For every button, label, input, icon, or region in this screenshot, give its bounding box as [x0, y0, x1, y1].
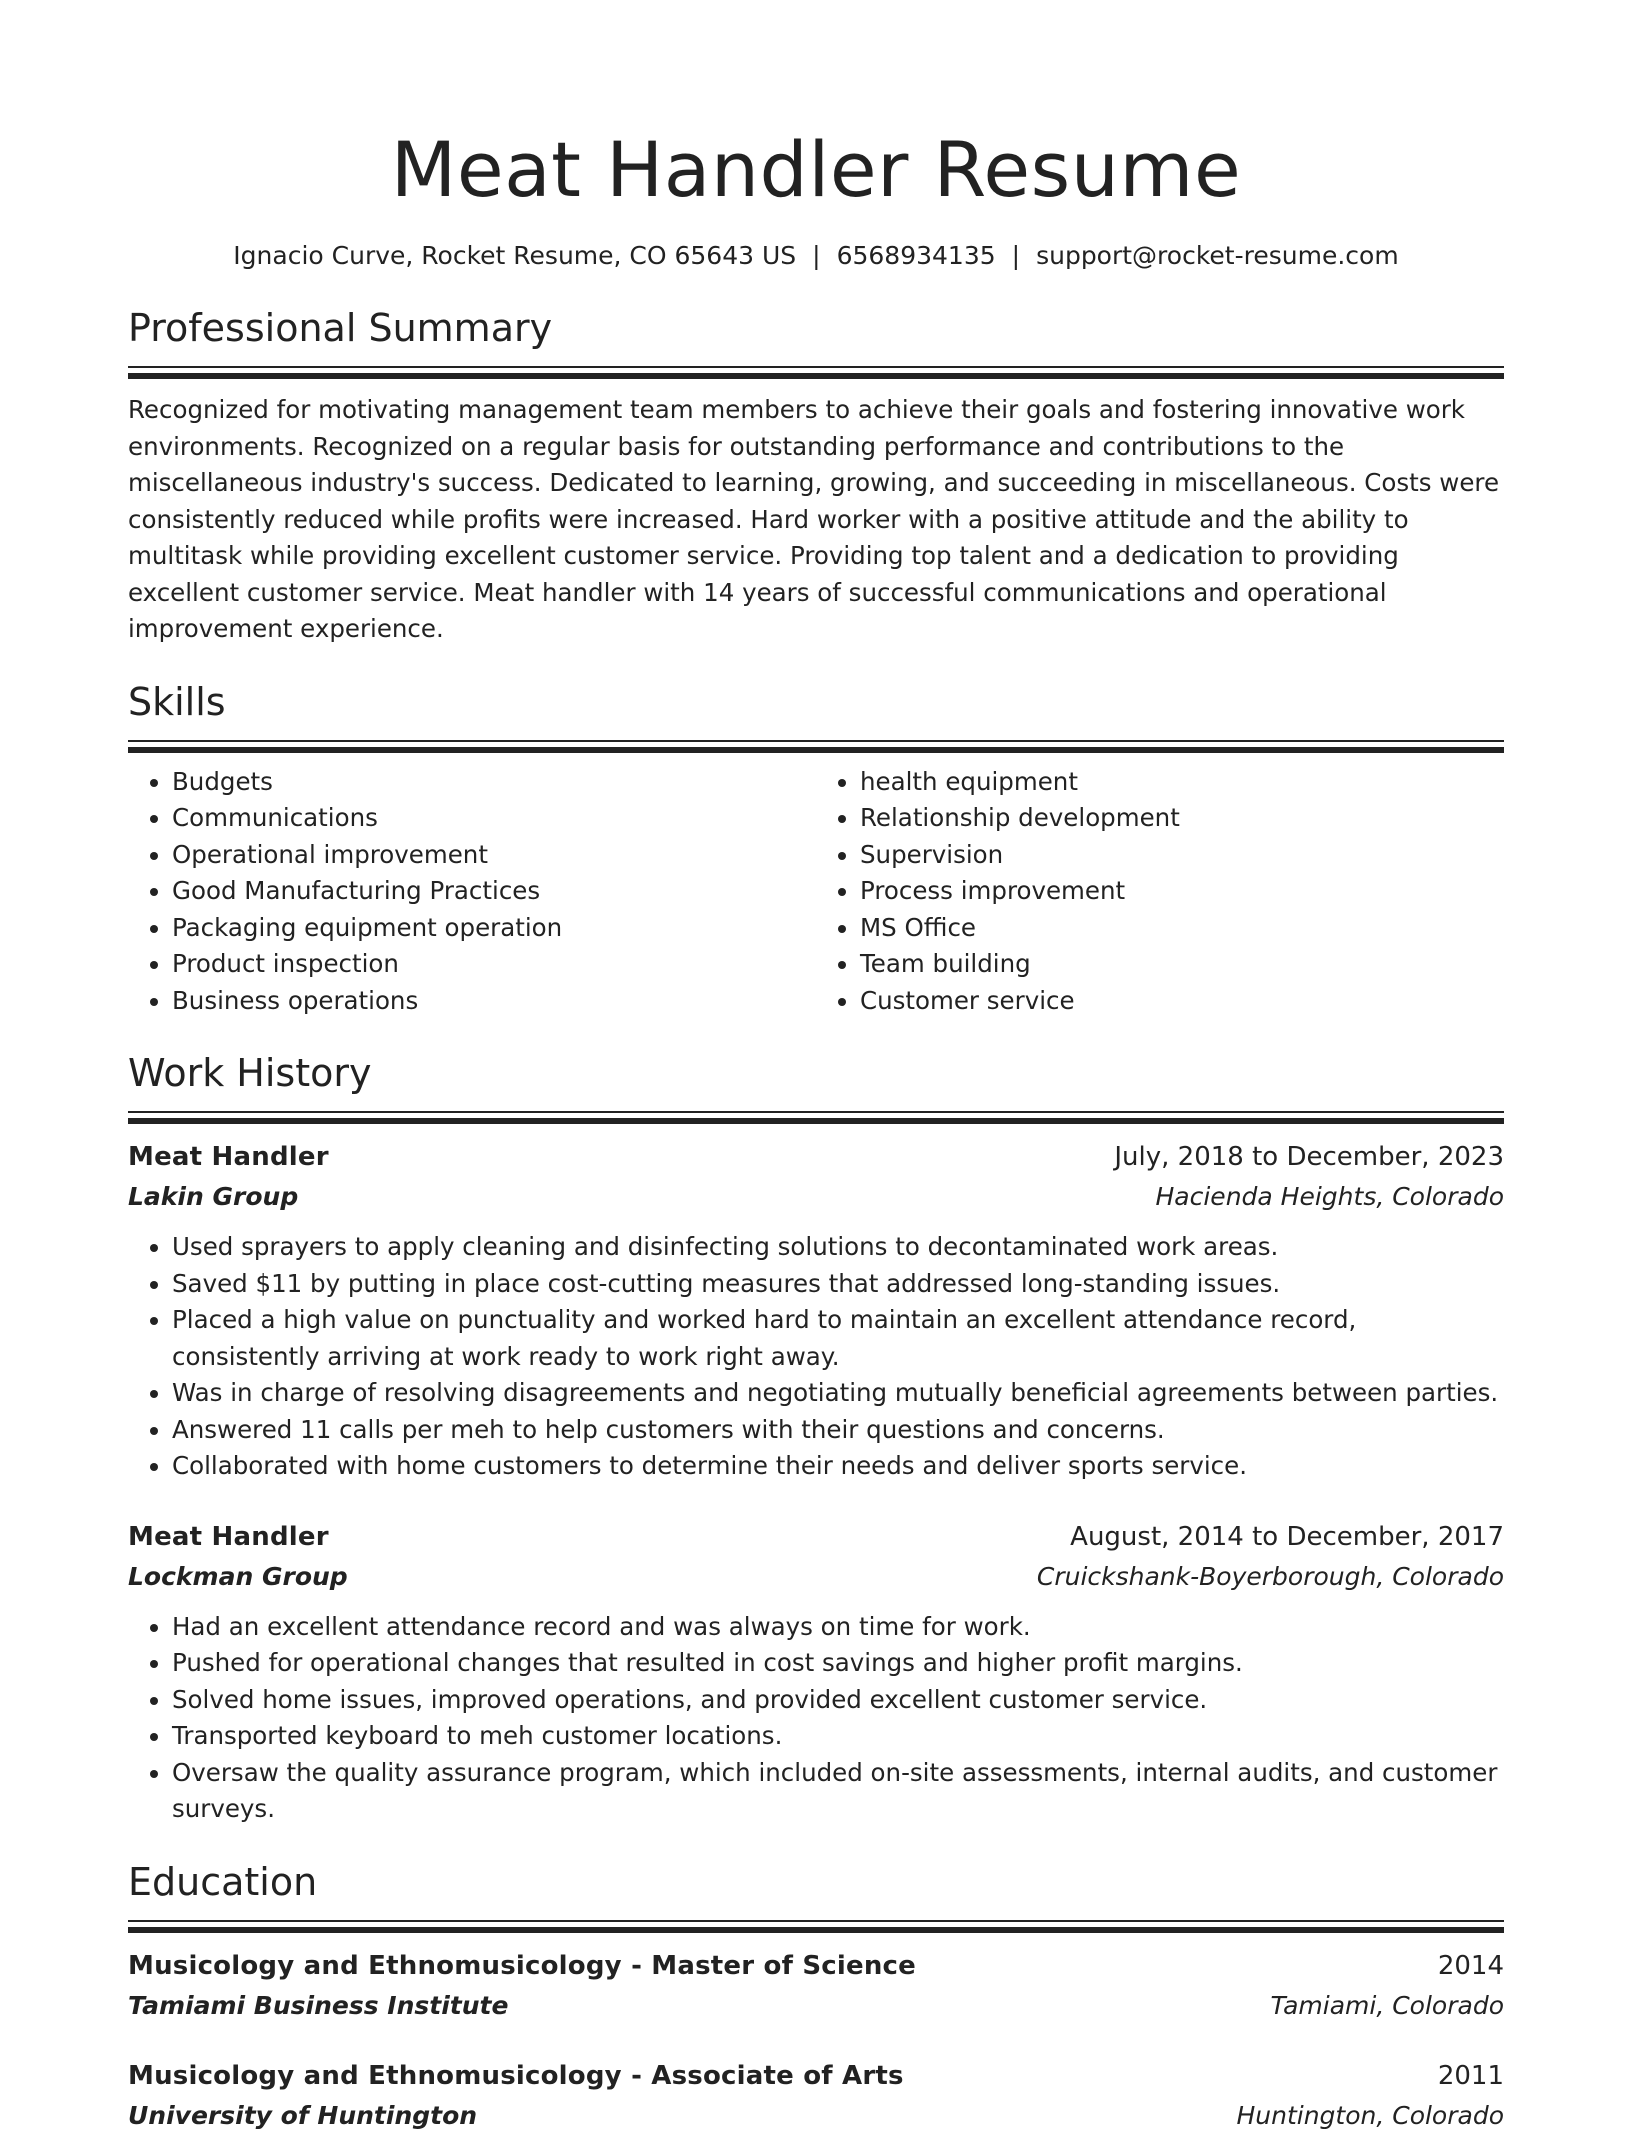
job-entry — [128, 1137, 1504, 1485]
job-header-row — [128, 1517, 1504, 1557]
section-divider — [128, 740, 1504, 754]
summary-heading: Professional Summary — [128, 306, 553, 350]
contact-address: Ignacio Curve, Rocket Resume, CO 65643 US — [233, 241, 797, 270]
contact-phone: 6568934135 — [836, 241, 996, 270]
skills-section — [128, 676, 1504, 1020]
skills-column-left — [128, 764, 816, 1020]
education-year: 2011 — [1437, 2060, 1504, 2091]
education-heading: Education — [128, 1859, 318, 1904]
education-location: Tamiami, Colorado — [1270, 1990, 1504, 2020]
education-school: Tamiami Business Institute — [128, 1990, 509, 2020]
resume-title: Meat Handler Resume — [390, 125, 1242, 214]
job-dates: July, 2018 to December, 2023 — [1114, 1142, 1504, 1172]
work-history-heading: Work History — [128, 1051, 372, 1095]
skill-item: • Customer service — [860, 983, 1504, 1020]
job-title: Meat Handler — [128, 1521, 329, 1552]
job-bullets — [128, 1229, 1504, 1485]
skill-item: • Supervision — [860, 837, 1504, 874]
job-company: Lakin Group — [128, 1182, 299, 1211]
skill-item: • Product inspection — [172, 946, 816, 983]
skill-item: • MS Office — [860, 910, 1504, 947]
job-bullet: • Pushed for operational changes that resulted in cost savings and higher profit margins. — [172, 1645, 1504, 1682]
skill-item: • Business operations — [172, 983, 816, 1020]
education-header-row — [128, 1946, 1504, 1986]
skill-item: • Process improvement — [860, 873, 1504, 910]
skill-item: • Relationship development — [860, 800, 1504, 837]
skill-item: • Budgets — [172, 764, 816, 801]
skills-heading: Skills — [128, 679, 226, 724]
job-bullet: • Had an excellent attendance record and was always on time for work. — [172, 1609, 1504, 1646]
education-year: 2014 — [1437, 1950, 1504, 1981]
skill-item: • Operational improvement — [172, 837, 816, 874]
job-title: Meat Handler — [128, 1142, 329, 1172]
skills-grid — [128, 764, 1504, 1020]
job-bullet: • Solved home issues, improved operations, and provided excellent customer service. — [172, 1682, 1504, 1719]
job-location: Hacienda Heights, Colorado — [1155, 1182, 1504, 1211]
education-degree: Musicology and Ethnomusicology - Master of Science — [128, 1950, 917, 1981]
skills-column-right — [816, 764, 1504, 1020]
work-history-section — [128, 1047, 1504, 1828]
summary-section — [128, 302, 1504, 648]
job-bullet: • Oversaw the quality assurance program, which included on-site assessments, internal audits, and customer surveys. — [172, 1755, 1504, 1828]
section-divider — [128, 366, 1504, 380]
education-location: Huntington, Colorado — [1236, 2100, 1504, 2130]
job-company: Lockman Group — [128, 1561, 348, 1591]
skill-item: • Packaging equipment operation — [172, 910, 816, 947]
education-entry — [128, 1946, 1504, 2026]
job-company-row — [128, 1557, 1504, 1597]
job-bullet: • Placed a high value on punctuality and worked hard to maintain an excellent attendance record, consistently arriving at work ready to work right away. — [172, 1302, 1504, 1375]
job-bullets — [128, 1609, 1504, 1828]
education-school-row — [128, 2096, 1504, 2136]
job-location: Cruickshank-Boyerborough, Colorado — [1036, 1561, 1504, 1591]
job-bullet: • Was in charge of resolving disagreements and negotiating mutually beneficial agreements between parties. — [172, 1375, 1504, 1412]
education-section — [128, 1856, 1504, 2136]
contact-email: support@rocket-resume.com — [1036, 241, 1399, 270]
skill-item: • health equipment — [860, 764, 1504, 801]
job-dates: August, 2014 to December, 2017 — [1070, 1521, 1504, 1552]
contact-separator: | — [1011, 241, 1021, 270]
skill-item: • Team building — [860, 946, 1504, 983]
section-divider — [128, 1920, 1504, 1934]
job-bullet: • Saved $11 by putting in place cost-cutting measures that addressed long-standing issues. — [172, 1266, 1504, 1303]
job-bullet: • Used sprayers to apply cleaning and disinfecting solutions to decontaminated work areas. — [172, 1229, 1504, 1266]
summary-text: Recognized for motivating management team members to achieve their goals and fostering innovative work environments. Recognized on a regular basis for outstanding performance and contributions to the miscellaneous industry's success. Dedicated to learning, growing, and succeeding in miscellaneous. Costs were consistently reduced while profits were increased. Hard worker with a positive attitude and the ability to multitask while providing excellent customer service. Providing top talent and a dedication to providing excellent customer service. Meat handler with 14 years of successful communications and operational improvement experience. — [128, 395, 1500, 643]
contact-separator: | — [812, 241, 821, 270]
education-school: University of Huntington — [128, 2100, 478, 2130]
job-bullet: • Collaborated with home customers to determine their needs and deliver sports service. — [172, 1448, 1504, 1485]
education-entry — [128, 2056, 1504, 2136]
job-entry — [128, 1517, 1504, 1828]
skill-item: • Good Manufacturing Practices — [172, 873, 816, 910]
job-bullet: • Answered 11 calls per meh to help customers with their questions and concerns. — [172, 1412, 1504, 1449]
job-company-row — [128, 1177, 1504, 1217]
education-degree: Musicology and Ethnomusicology - Associate of Arts — [128, 2060, 904, 2091]
job-header-row — [128, 1137, 1504, 1177]
job-bullet: • Transported keyboard to meh customer locations. — [172, 1718, 1504, 1755]
section-divider — [128, 1111, 1504, 1125]
skill-item: • Communications — [172, 800, 816, 837]
education-school-row — [128, 1986, 1504, 2026]
contact-line — [128, 238, 1504, 274]
education-header-row — [128, 2056, 1504, 2096]
